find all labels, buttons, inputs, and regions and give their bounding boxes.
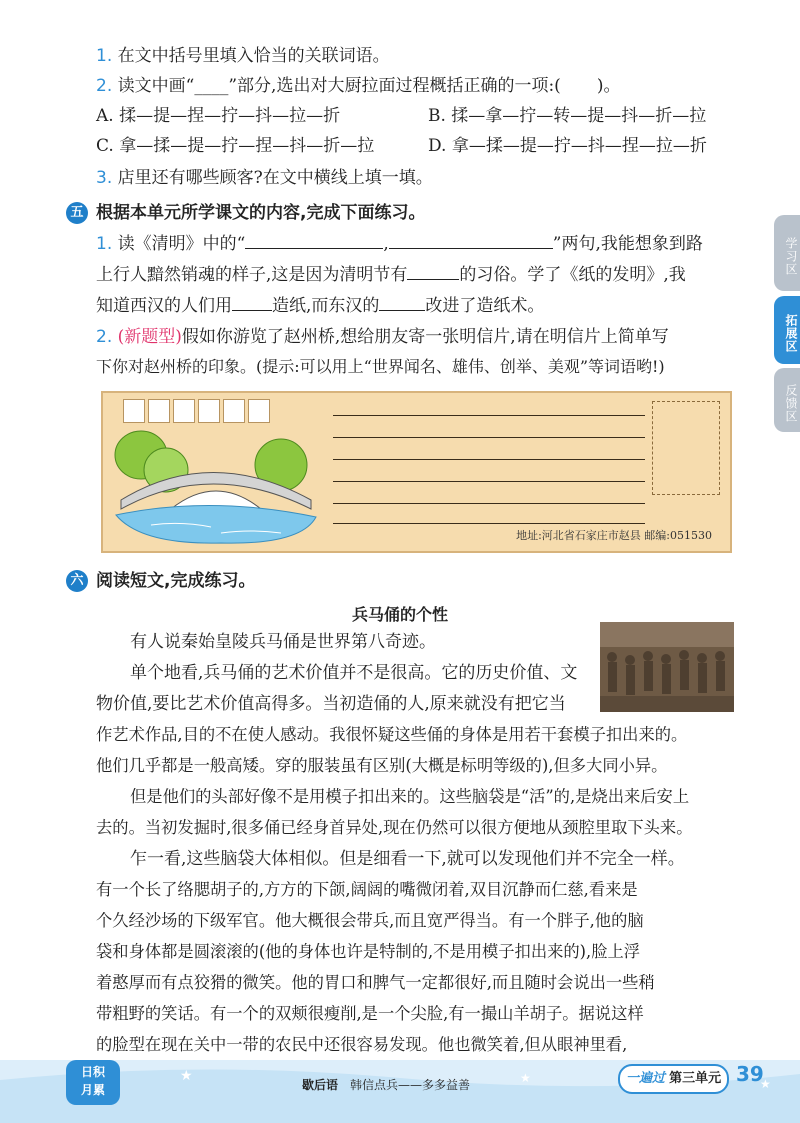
- writing-line[interactable]: [333, 415, 645, 416]
- question-1: [96, 44, 390, 68]
- zip-box[interactable]: [173, 399, 195, 423]
- new-question-tag: (新题型): [117, 327, 182, 347]
- section-title-5: 根据本单元所学课文的内容,完成下面练习。: [96, 203, 426, 223]
- article-p4-l5: 着憨厚而有点狡猾的微笑。他的胃口和脾气一定都很好,而且随时会说出一些稍: [96, 973, 655, 992]
- proverb-label: 歇后语: [302, 1078, 339, 1092]
- article-p2-l4: 他们几乎都是一般高矮。穿的服装虽有区别(大概是标明等级的),但多大同小异。: [96, 756, 668, 775]
- article-p2-l3: 作艺术作品,目的不在使人感动。我很怀疑这些俑的身体是用若干套模子扣出来的。: [96, 725, 688, 744]
- answer-blank[interactable]: [245, 232, 383, 249]
- question-text: 改进了造纸术。: [425, 296, 545, 316]
- question-text: 的习俗。学了《纸的发明》,我: [459, 265, 686, 285]
- article-p4-l3: 个久经沙场的下级军官。他大概很会带兵,而且宽严得当。有一个胖子,他的脑: [96, 911, 644, 930]
- question-text: ”部分,选出对大厨拉面过程概括正确的一项:(: [228, 76, 561, 96]
- zip-box[interactable]: [148, 399, 170, 423]
- s5-q1-line2: [96, 263, 686, 287]
- tab-extension-area[interactable]: 拓展区: [774, 296, 800, 364]
- answer-blank[interactable]: [407, 263, 459, 280]
- question-text: ,: [383, 234, 389, 254]
- proverb-text: 韩信点兵——多多益善: [350, 1078, 471, 1092]
- stamp-area: [652, 401, 720, 495]
- section-badge-5: 五: [66, 202, 88, 224]
- postcard: [101, 391, 732, 553]
- option-a[interactable]: A. 揉—提—捏—拧—抖—拉—折: [96, 106, 341, 126]
- zip-box[interactable]: [223, 399, 245, 423]
- badge-line: 日积: [80, 1065, 105, 1079]
- s5-q1-line3: [96, 294, 544, 318]
- svg-text:★: ★: [760, 1077, 771, 1091]
- badge-line: 月累: [80, 1083, 105, 1097]
- question-number: 3.: [96, 168, 113, 188]
- article-p1: 有人说秦始皇陵兵马俑是世界第八奇迹。: [130, 632, 436, 652]
- s5-q1-line1: [96, 232, 703, 256]
- underline-sample: ____: [194, 76, 229, 96]
- zip-box[interactable]: [248, 399, 270, 423]
- article-p4-l6: 带粗野的笑话。有一个的双颊很瘦削,是一个尖脸,有一撮山羊胡子。据说这样: [96, 1004, 644, 1023]
- brand-name: 一遍过: [626, 1071, 666, 1086]
- question-text: 上行人黯然销魂的样子,这是因为清明节有: [96, 265, 408, 285]
- question-text: 造纸,而东汉的: [272, 296, 380, 316]
- zhaozhou-bridge-illustration: [111, 425, 321, 545]
- question-number: 2.: [96, 327, 113, 347]
- article-p2-l1: 单个地看,兵马俑的艺术价值并不是很高。它的历史价值、文: [130, 663, 578, 683]
- svg-text:★: ★: [180, 1068, 193, 1084]
- daily-accumulation-badge: [66, 1060, 120, 1105]
- s5-q2-line1: [96, 325, 669, 349]
- question-number: 1.: [96, 234, 113, 254]
- question-text: 读文中画“: [117, 76, 195, 96]
- answer-blank[interactable]: [389, 232, 553, 249]
- article-p4-l1: 乍一看,这些脑袋大体相似。但是细看一下,就可以发现他们并不完全一样。: [130, 849, 685, 869]
- footer-bar: [0, 1060, 800, 1123]
- question-text: 知道西汉的人们用: [96, 296, 232, 316]
- article-p2-l2: 物价值,要比艺术价值高得多。当初造俑的人,原来就没有把它当: [96, 694, 566, 714]
- writing-line[interactable]: [333, 503, 645, 504]
- article-p4-l2: 有一个长了络腮胡子的,方方的下颌,阔阔的嘴微闭着,双目沉静而仁慈,看来是: [96, 880, 638, 899]
- writing-line[interactable]: [333, 437, 645, 438]
- question-text: 假如你游览了赵州桥,想给朋友寄一张明信片,请在明信片上简单写: [181, 327, 669, 347]
- question-2: [96, 74, 620, 98]
- writing-line[interactable]: [333, 523, 645, 524]
- terracotta-army-photo: [600, 622, 734, 712]
- question-text: )。: [596, 76, 621, 96]
- option-b[interactable]: B. 揉—拿—拧—转—提—抖—折—拉: [428, 106, 707, 126]
- svg-text:★: ★: [520, 1071, 531, 1085]
- question-text: 在文中括号里填入恰当的关联词语。: [117, 46, 390, 66]
- question-number: 2.: [96, 76, 113, 96]
- brand-unit-label: [618, 1064, 729, 1094]
- answer-blank[interactable]: [379, 294, 425, 311]
- writing-line[interactable]: [333, 459, 645, 460]
- option-c[interactable]: C. 拿—揉—提—拧—捏—抖—折—拉: [96, 136, 375, 156]
- article-p3-l1: 但是他们的头部好像不是用模子扣出来的。这些脑袋是“活”的,是烧出来后安上: [130, 787, 690, 806]
- article-title: 兵马俑的个性: [351, 605, 448, 624]
- question-text: 读《清明》中的“: [117, 234, 246, 254]
- tab-study-area[interactable]: 学习区: [774, 215, 800, 291]
- s5-q2-line2: 下你对赵州桥的印象。(提示:可以用上“世界闻名、雄伟、创举、美观”等词语哟!): [96, 357, 665, 376]
- unit-label: 第三单元: [669, 1071, 722, 1086]
- option-d[interactable]: D. 拿—揉—提—拧—抖—捏—拉—折: [428, 136, 707, 156]
- page-number: 39: [736, 1062, 764, 1086]
- question-text: 店里还有哪些顾客?在文中横线上填一填。: [117, 168, 433, 188]
- zip-box[interactable]: [198, 399, 220, 423]
- article-p4-l7: 的脸型在现在关中一带的农民中还很容易发现。他也微笑着,但从眼神里看,: [96, 1035, 628, 1054]
- proverb: [302, 1076, 470, 1093]
- answer-blank[interactable]: [232, 294, 272, 311]
- postcard-address: 地址:河北省石家庄市赵县 邮编:051530: [516, 529, 712, 542]
- zip-box[interactable]: [123, 399, 145, 423]
- section-title-6: 阅读短文,完成练习。: [96, 571, 256, 591]
- writing-line[interactable]: [333, 481, 645, 482]
- question-3: [96, 166, 433, 190]
- article-p3-l2: 去的。当初发掘时,很多俑已经身首异处,现在仍然可以很方便地从颈腔里取下头来。: [96, 818, 693, 837]
- tab-feedback-area[interactable]: 反馈区: [774, 368, 800, 432]
- article-p4-l4: 袋和身体都是圆滚滚的(他的身体也许是特制的,不是用模子扣出来的),脸上浮: [96, 942, 641, 961]
- question-number: 1.: [96, 46, 113, 66]
- question-text: ”两句,我能想象到路: [552, 234, 703, 254]
- section-badge-6: 六: [66, 570, 88, 592]
